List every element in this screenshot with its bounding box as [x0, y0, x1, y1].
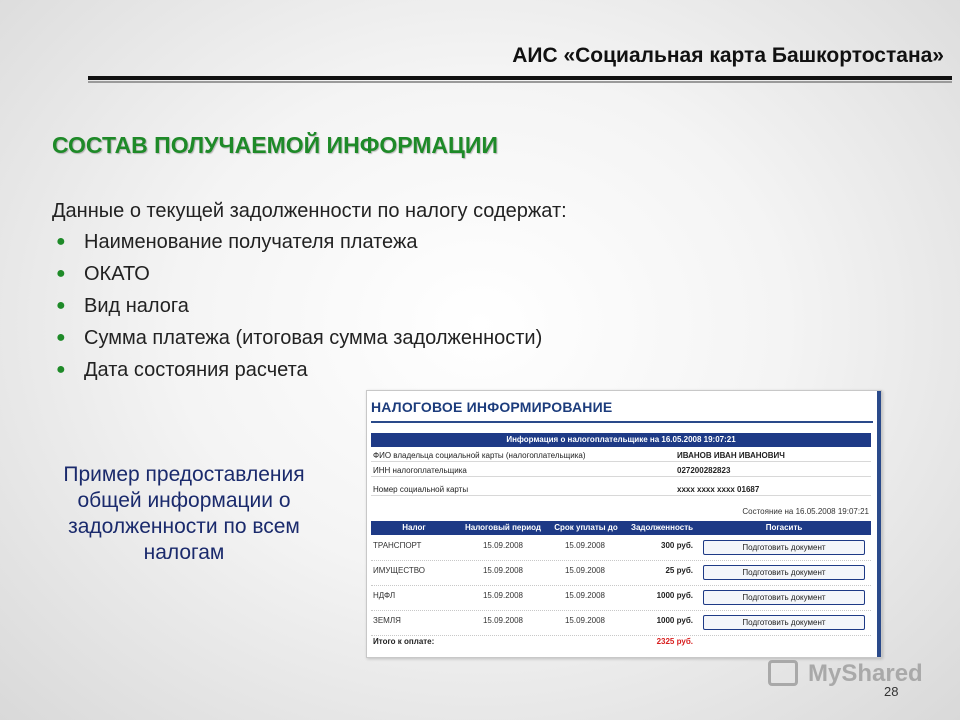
info-label: ФИО владельца социальной карты (налогоплательщика): [373, 451, 586, 460]
bullet-text: Дата состояния расчета: [84, 359, 308, 381]
column-header-pay: Погасить: [765, 523, 803, 532]
bullet-dot-icon: ●: [56, 329, 66, 346]
example-caption: Пример предоставления общей информации о задолженности по всем налогам: [63, 463, 305, 564]
due-date: 15.09.2008: [564, 591, 606, 600]
debt-amount: 300 руб.: [661, 541, 693, 550]
info-row: [371, 483, 871, 496]
table-header: [371, 521, 871, 535]
due-date: 15.09.2008: [564, 541, 606, 550]
table-row: [371, 562, 871, 586]
info-label: Номер социальной карты: [373, 485, 469, 494]
bullet-dot-icon: ●: [56, 361, 66, 378]
list-item: [52, 262, 542, 294]
column-header-debt: Задолженность: [630, 523, 694, 532]
table-row: [371, 587, 871, 611]
table-row: [371, 612, 871, 636]
bullet-dot-icon: ●: [56, 233, 66, 250]
tax-info-screenshot: [366, 390, 882, 658]
title-rule: [88, 76, 952, 80]
bullet-text: ОКАТО: [84, 263, 150, 285]
bullet-dot-icon: ●: [56, 265, 66, 282]
section-heading: СОСТАВ ПОЛУЧАЕМОЙ ИНФОРМАЦИИ: [52, 132, 498, 158]
slide-title: АИС «Социальная карта Башкортостана»: [512, 44, 944, 67]
list-item: [52, 230, 542, 262]
column-header-tax: Налог: [402, 523, 426, 532]
tax-name: ТРАНСПОРТ: [373, 541, 422, 550]
list-item: [52, 294, 542, 326]
prepare-document-button[interactable]: Подготовить документ: [703, 565, 865, 580]
bullet-text: Вид налога: [84, 295, 189, 317]
column-header-period: Налоговый период: [464, 523, 542, 532]
info-header-bar: Информация о налогоплательщике на 16.05.2008 19:07:21: [371, 433, 871, 447]
debt-amount: 1000 руб.: [656, 616, 693, 625]
list-item: [52, 358, 542, 390]
tax-name: ИМУЩЕСТВО: [373, 566, 426, 575]
bullet-dot-icon: ●: [56, 297, 66, 314]
info-value: хххх хххх хххх 01687: [677, 485, 760, 494]
page-number: 28: [884, 684, 899, 699]
screenshot-accent-bar: [877, 391, 881, 657]
list-item: [52, 326, 542, 358]
total-value: 2325 руб.: [656, 637, 693, 646]
tax-name: ЗЕМЛЯ: [373, 616, 401, 625]
tax-period: 15.09.2008: [482, 591, 524, 600]
state-timestamp: Состояние на 16.05.2008 19:07:21: [742, 507, 869, 516]
bullet-list: [52, 230, 542, 390]
prepare-document-button[interactable]: Подготовить документ: [703, 590, 865, 605]
due-date: 15.09.2008: [564, 566, 606, 575]
tax-period: 15.09.2008: [482, 566, 524, 575]
intro-text: Данные о текущей задолженности по налогу содержат:: [52, 200, 567, 222]
bullet-text: Сумма платежа (итоговая сумма задолженности): [84, 327, 543, 349]
watermark-text: MyShared: [808, 660, 923, 687]
bullet-text: Наименование получателя платежа: [84, 231, 418, 253]
due-date: 15.09.2008: [564, 616, 606, 625]
info-row: [371, 464, 871, 477]
tax-period: 15.09.2008: [482, 616, 524, 625]
tax-name: НДФЛ: [373, 591, 396, 600]
table-row: [371, 537, 871, 561]
debt-amount: 25 руб.: [665, 566, 693, 575]
myshared-logo-icon: [768, 660, 798, 686]
info-row: [371, 449, 871, 462]
prepare-document-button[interactable]: Подготовить документ: [703, 540, 865, 555]
column-header-due: Срок уплаты до: [554, 523, 618, 532]
prepare-document-button[interactable]: Подготовить документ: [703, 615, 865, 630]
total-row: [371, 637, 871, 651]
info-value: ИВАНОВ ИВАН ИВАНОВИЧ: [677, 451, 785, 460]
debt-amount: 1000 руб.: [656, 591, 693, 600]
screenshot-title: НАЛОГОВОЕ ИНФОРМИРОВАНИЕ: [371, 399, 613, 415]
tax-period: 15.09.2008: [482, 541, 524, 550]
info-label: ИНН налогоплательщика: [373, 466, 467, 475]
total-label: Итого к оплате:: [373, 637, 435, 646]
info-value: 027200282823: [677, 466, 731, 475]
screenshot-rule: [371, 421, 873, 423]
